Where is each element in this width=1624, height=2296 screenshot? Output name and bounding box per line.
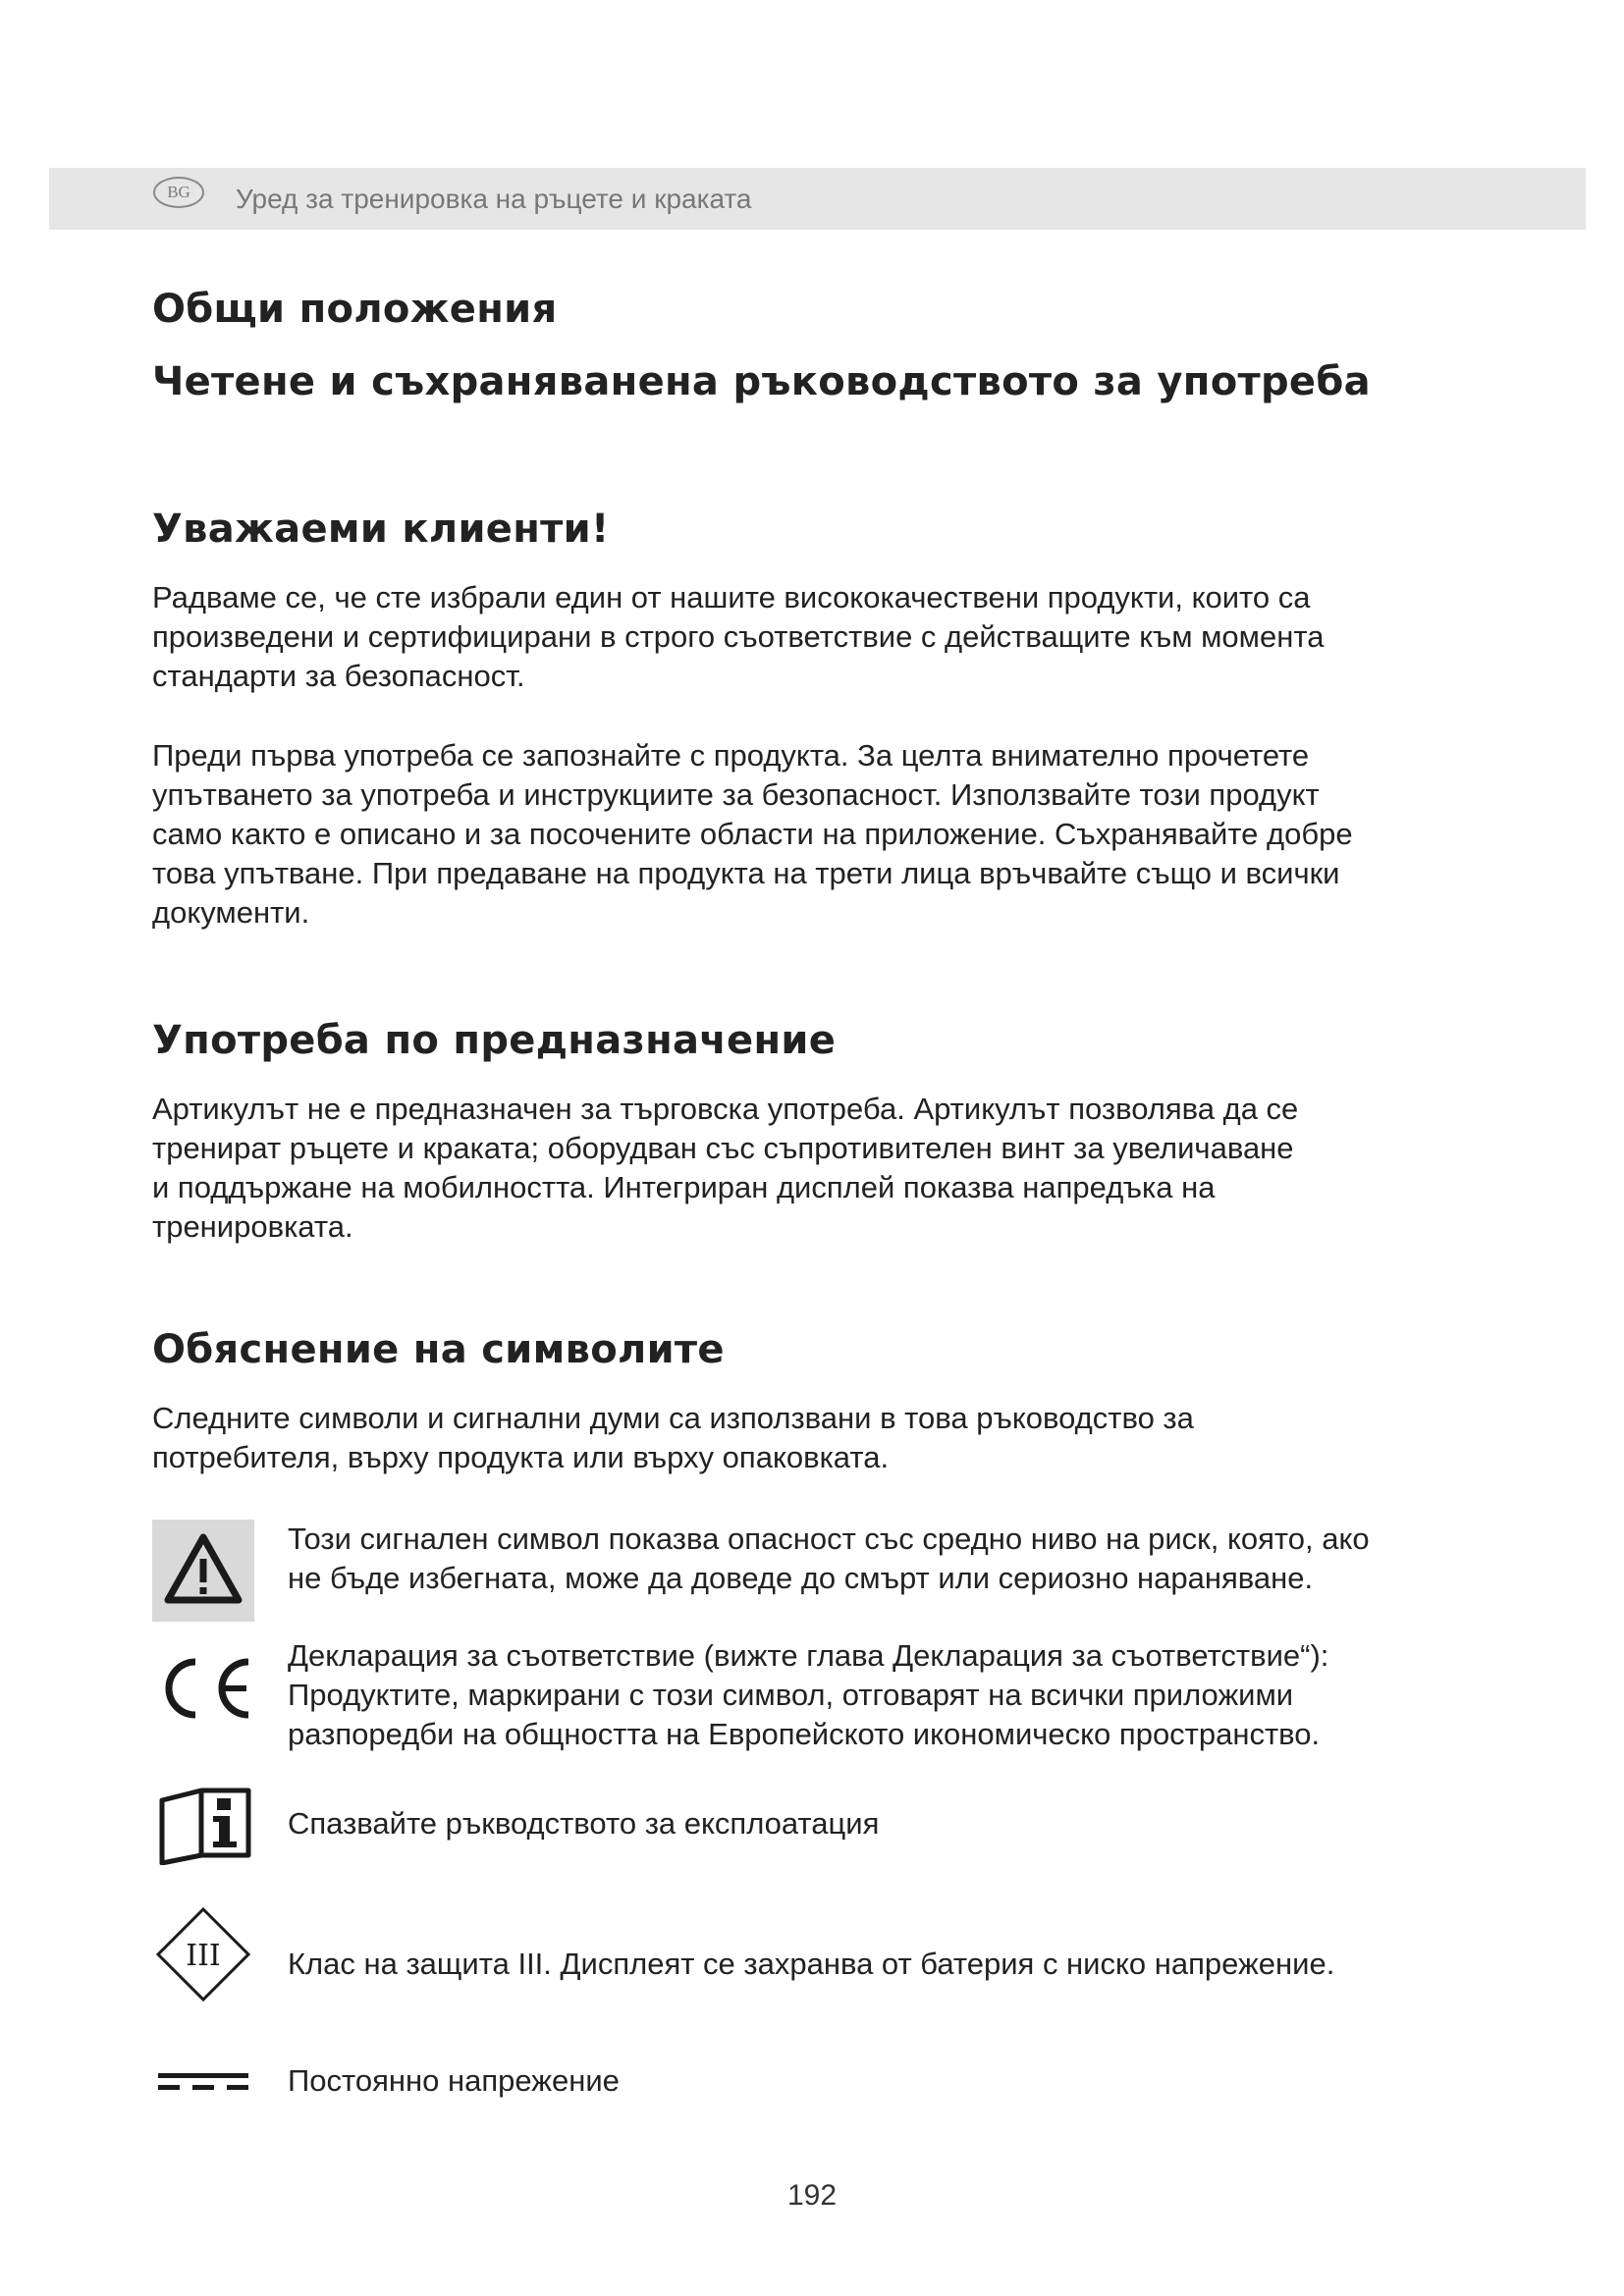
text-line: потребителя, върху продукта или върху опаковката.: [152, 1440, 890, 1474]
header-bar: [49, 168, 1586, 230]
section-title-intended-use: Употреба по предназначение: [152, 1018, 837, 1063]
text-line: стандарти за безопасност.: [152, 659, 525, 693]
text-line: произведени и сертифицирани в строго съответствие с действащите към момента: [152, 619, 1325, 654]
text-line: тренировката.: [152, 1209, 353, 1244]
text-line: Клас на защита III. Дисплеят се захранва от батерия с ниско напрежение.: [288, 1947, 1335, 1981]
text-line: Декларация за съответствие (вижте глава Декларация за съответствие“):: [288, 1638, 1329, 1673]
protection-class-label: III: [186, 1939, 221, 1973]
text-line: документи.: [152, 895, 310, 930]
text-line: разпоредби на общността на Европейското икономическо пространство.: [288, 1717, 1321, 1751]
text-line: Преди първа употреба се запознайте с продукта. За целта внимателно прочетете: [152, 738, 1310, 773]
paragraph-before-use: [152, 736, 1488, 933]
paragraph-intended-use: [152, 1090, 1488, 1247]
header-title: Уред за тренировка на ръцете и краката: [236, 184, 752, 214]
text-line: това упътване. При предаване на продукта на трети лица връчвайте също и всички: [152, 856, 1340, 890]
section-title-general: Общи положения: [152, 287, 558, 332]
text-line: не бъде избегната, може да доведе до смърт или сериозно нараняване.: [288, 1561, 1314, 1595]
text-line: Радваме се, че сте избрали един от нашите висококачествени продукти, които са: [152, 580, 1311, 614]
text-line: само както е описано и за посочените области на приложение. Съхранявайте добре: [152, 817, 1353, 851]
symbol-description: [288, 1804, 1505, 1843]
symbol-description: [288, 1636, 1505, 1754]
warning-triangle-icon: [152, 1520, 254, 1622]
language-badge: BG: [153, 177, 204, 208]
symbol-description: [288, 1945, 1505, 1984]
text-line: Този сигнален символ показва опасност със средно ниво на риск, която, ако: [288, 1522, 1370, 1556]
page-number: 192: [786, 2179, 838, 2212]
symbol-description: [288, 1520, 1505, 1598]
paragraph-symbols-intro: [152, 1399, 1488, 1477]
paragraph-intro: [152, 578, 1488, 696]
text-line: Постоянно напрежение: [288, 2063, 620, 2098]
manual-info-icon: [152, 1783, 254, 1870]
text-line: Спазвайте ръкводството за експлоатация: [288, 1806, 880, 1841]
text-line: Артикулът не е предназначен за търговска употреба. Артикулът позволява да се: [152, 1092, 1299, 1126]
section-title-customers: Уважаеми клиенти!: [152, 507, 610, 552]
text-line: тренират ръцете и краката; оборудван със съпротивителен винт за увеличаване: [152, 1131, 1294, 1165]
dc-voltage-icon: [152, 2061, 254, 2106]
text-line: Следните символи и сигнални думи са използвани в това ръководство за: [152, 1401, 1194, 1435]
protection-class-iii-icon: [152, 1903, 254, 2010]
text-line: и поддържане на мобилността. Интегриран дисплей показва напредъка на: [152, 1170, 1216, 1204]
text-line: упътването за употреба и инструкциите за безопасност. Използвайте този продукт: [152, 777, 1320, 812]
text-line: Продуктите, маркирани с този символ, отговарят на всички приложими: [288, 1678, 1294, 1712]
ce-mark-icon: [152, 1654, 254, 1728]
symbol-description: [288, 2061, 1505, 2101]
section-subtitle-reading: Четене и съхраняванена ръководството за употреба: [152, 359, 1371, 404]
section-title-symbols: Обяснение на символите: [152, 1327, 725, 1372]
